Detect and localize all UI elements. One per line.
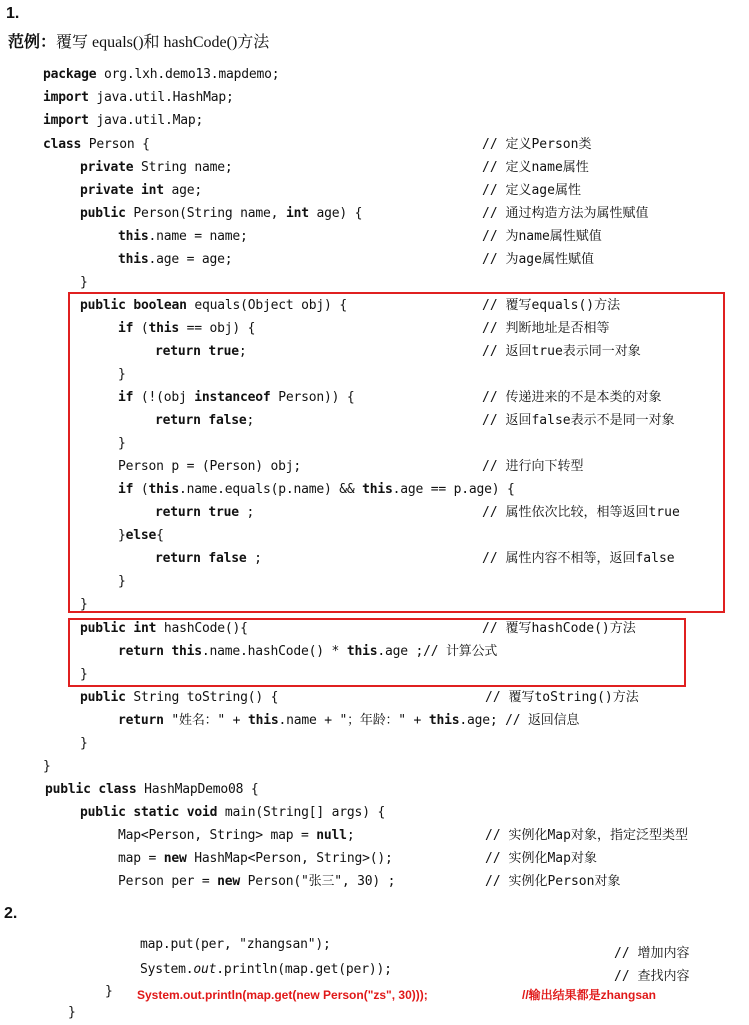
code-line: return true; bbox=[155, 344, 247, 359]
code-line: public int hashCode(){ bbox=[80, 621, 248, 636]
code-comment: // 传递进来的不是本类的对象 bbox=[482, 390, 662, 405]
code-line: } bbox=[118, 367, 126, 382]
code-line: if (!(obj instanceof Person)) { bbox=[118, 390, 355, 405]
code-line-map-put: map.put(per, "zhangsan"); bbox=[140, 937, 331, 952]
code-line: map = new HashMap<Person, String>(); bbox=[118, 851, 393, 866]
code-comment: // 属性依次比较，相等返回true bbox=[482, 505, 680, 520]
code-line: } bbox=[118, 574, 126, 589]
page-title bbox=[8, 33, 269, 53]
code-line: if (this.name.equals(p.name) && this.age == p.age) { bbox=[118, 482, 515, 497]
code-comment: // 为name属性赋值 bbox=[482, 229, 602, 244]
code-line: } bbox=[43, 759, 51, 774]
code-line: } bbox=[80, 275, 88, 290]
code-comment: // 为age属性赋值 bbox=[482, 252, 594, 267]
code-line: public String toString() { bbox=[80, 690, 279, 705]
closing-brace-outer: } bbox=[68, 1005, 76, 1020]
closing-brace: } bbox=[105, 984, 113, 999]
code-line: return true ; bbox=[155, 505, 255, 520]
code-comment: // 返回true表示同一对象 bbox=[482, 344, 641, 359]
code-line: class Person { bbox=[43, 137, 150, 152]
red-comment-annotation: //输出结果都是zhangsan bbox=[522, 988, 657, 1002]
code-comment: // 覆写hashCode()方法 bbox=[482, 621, 636, 636]
code-line: private String name; bbox=[80, 160, 233, 175]
code-comment: // 判断地址是否相等 bbox=[482, 321, 610, 336]
code-line: } bbox=[80, 736, 88, 751]
code-line: public static void main(String[] args) { bbox=[80, 805, 386, 820]
code-line: } bbox=[118, 436, 126, 451]
code-comment: // 实例化Map对象 bbox=[485, 851, 597, 866]
code-comment: // 定义Person类 bbox=[482, 137, 592, 152]
section-number-2: 2. bbox=[4, 905, 18, 922]
code-line: public boolean equals(Object obj) { bbox=[80, 298, 347, 313]
title-text: 覆写 equals()和 hashCode()方法 bbox=[56, 34, 270, 51]
section-number-1: 1. bbox=[6, 5, 20, 22]
code-comment: // 覆写toString()方法 bbox=[485, 690, 639, 705]
code-line: Person per = new Person("张三", 30) ; bbox=[118, 874, 396, 889]
code-line: if (this == obj) { bbox=[118, 321, 256, 336]
code-comment: // 返回false表示不是同一对象 bbox=[482, 413, 675, 428]
code-line: public class HashMapDemo08 { bbox=[45, 782, 259, 797]
code-comment: // 定义name属性 bbox=[482, 160, 589, 175]
code-line: public Person(String name, int age) { bbox=[80, 206, 363, 221]
comment-find-content: // 查找内容 bbox=[614, 969, 690, 984]
comment-add-content: // 增加内容 bbox=[614, 946, 690, 961]
code-comment: // 属性内容不相等，返回false bbox=[482, 551, 675, 566]
code-comment: // 覆写equals()方法 bbox=[482, 298, 621, 313]
code-comment: // 通过构造方法为属性赋值 bbox=[482, 206, 649, 221]
code-line: return "姓名：" + this.name + "；年龄：" + this.age; // 返回信息 bbox=[118, 713, 580, 728]
code-line: } bbox=[80, 597, 88, 612]
code-line: this.age = age; bbox=[118, 252, 233, 267]
code-line-println: System.out.println(map.get(per)); bbox=[140, 962, 392, 977]
code-comment: // 实例化Map对象，指定泛型类型 bbox=[485, 828, 688, 843]
code-comment: // 定义age属性 bbox=[482, 183, 581, 198]
code-comment: // 进行向下转型 bbox=[482, 459, 584, 474]
code-line: }else{ bbox=[118, 528, 164, 543]
code-line: Map<Person, String> map = null; bbox=[118, 828, 355, 843]
code-line: } bbox=[80, 667, 88, 682]
code-line: import java.util.HashMap; bbox=[43, 90, 234, 105]
code-line: return this.name.hashCode() * this.age ;// 计算公式 bbox=[118, 644, 498, 659]
code-line: this.name = name; bbox=[118, 229, 248, 244]
code-line: Person p = (Person) obj; bbox=[118, 459, 302, 474]
code-line: import java.util.Map; bbox=[43, 113, 204, 128]
code-comment: // 实例化Person对象 bbox=[485, 874, 621, 889]
code-line: private int age; bbox=[80, 183, 203, 198]
code-line: package org.lxh.demo13.mapdemo; bbox=[43, 67, 280, 82]
code-line: return false; bbox=[155, 413, 255, 428]
red-code-annotation: System.out.println(map.get(new Person("zs", 30))); bbox=[137, 988, 428, 1002]
code-line: return false ; bbox=[155, 551, 262, 566]
title-prefix: 范例： bbox=[8, 34, 57, 51]
